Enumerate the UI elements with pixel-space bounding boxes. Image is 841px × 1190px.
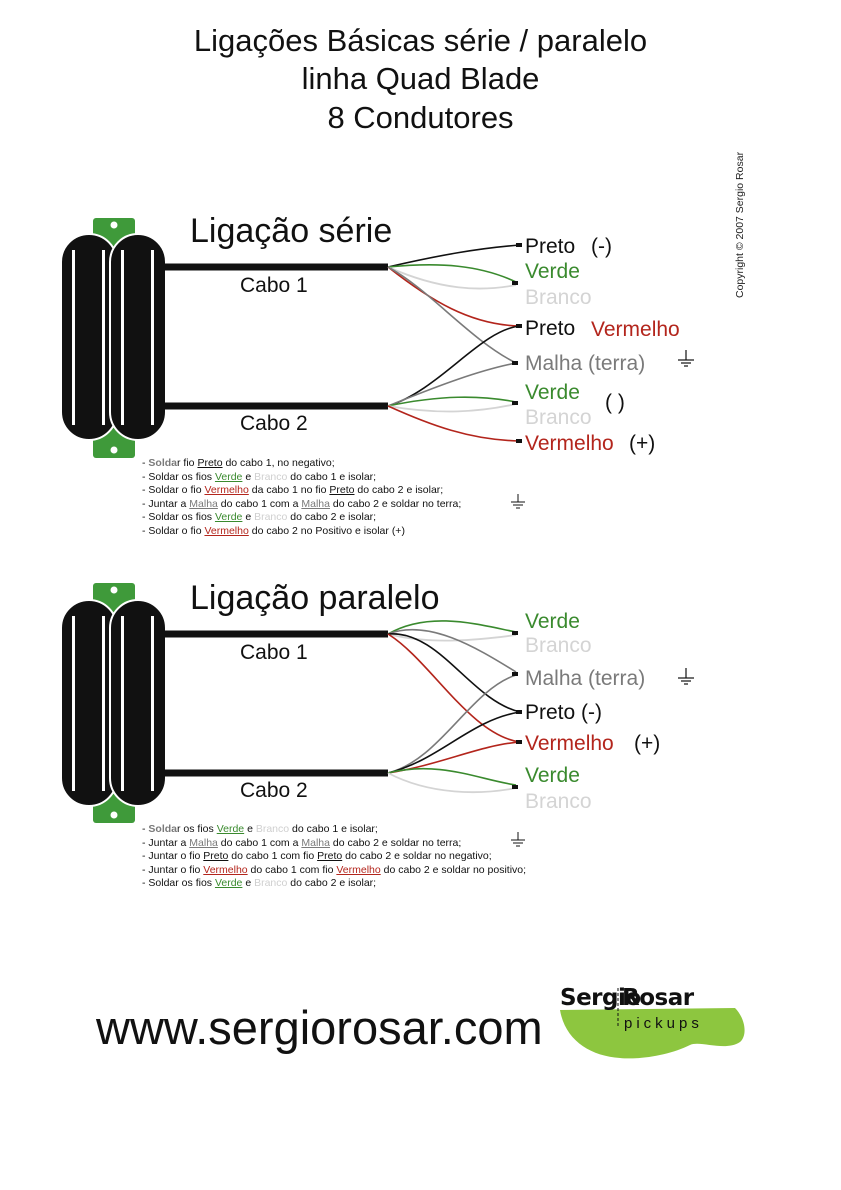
wire-paralelo-c2-branco xyxy=(388,773,516,792)
terminal-paralelo-3 xyxy=(516,710,522,714)
instruction-highlight-vermelho: Vermelho xyxy=(204,484,249,496)
cabo-2-label-paralelo: Cabo 2 xyxy=(240,779,308,802)
instruction-text: do cabo 2 e isolar; xyxy=(354,484,444,496)
ground-icon xyxy=(678,350,694,366)
paralelo-label-vermelho: Vermelho xyxy=(525,732,614,755)
instruction-text: - xyxy=(142,823,149,835)
pickup-serie-screw-bottom xyxy=(111,447,118,454)
instruction-text: do cabo 1 com fio xyxy=(247,863,337,876)
instruction-highlight-malha: Malha xyxy=(189,497,218,510)
section-title-paralelo: Ligação paralelo xyxy=(190,579,440,617)
instruction-text: r fio xyxy=(177,457,198,469)
instruction-text: do cabo 2 no Positivo e isolar (+) xyxy=(248,524,405,537)
serie-label-preto-1: Preto xyxy=(525,235,576,258)
instruction-text: Solda xyxy=(148,823,178,835)
paralelo-label-verde-1: Verde xyxy=(525,610,580,633)
pickup-paralelo-screw-top xyxy=(111,587,118,594)
instruction-text: do cabo 2 e soldar no terra; xyxy=(329,836,462,849)
instruction-text: - xyxy=(142,457,149,469)
instruction-highlight-preto: Preto xyxy=(329,484,355,496)
paralelo-label-positive: (+) xyxy=(634,732,661,755)
instruction-text: - Soldar o fio xyxy=(142,524,205,537)
pickup-serie-coil-right xyxy=(110,234,166,440)
instruction-text: r os fios xyxy=(177,823,217,835)
pickup-paralelo-blade-left xyxy=(72,616,75,791)
instruction-text: do cabo 2 e soldar no negativo; xyxy=(342,850,492,862)
terminal-serie-3 xyxy=(516,324,522,328)
paralelo-label-branco-2: Branco xyxy=(525,790,592,813)
cabo-1-label-serie: Cabo 1 xyxy=(240,274,308,297)
instruction-highlight-verde: Verde xyxy=(214,511,243,523)
instruction-line xyxy=(142,457,602,471)
paralelo-label-branco-1: Branco xyxy=(525,634,592,657)
pickup-paralelo-coil-right xyxy=(110,600,166,806)
instruction-text: - Juntar a xyxy=(142,836,190,849)
terminal-paralelo-2 xyxy=(512,672,518,676)
instruction-highlight-vermelho: Vermelho xyxy=(203,863,248,876)
pickup-paralelo xyxy=(61,583,166,823)
logo-name-first: Sergio xyxy=(560,985,641,1011)
pickup-serie-blade-right xyxy=(121,250,124,425)
instruction-text: - Soldar os fios xyxy=(142,470,215,483)
terminal-serie-1 xyxy=(516,243,522,247)
instruction-text: e xyxy=(242,511,255,523)
instruction-text: - Soldar os fios xyxy=(142,511,215,523)
serie-label-verde-2: Verde xyxy=(525,381,580,404)
instruction-line xyxy=(142,877,602,891)
serie-label-parens: ( ) xyxy=(605,391,625,414)
instruction-highlight-branco: Branco xyxy=(254,877,288,889)
serie-label-vermelho-1: Vermelho xyxy=(591,318,680,341)
terminal-serie-6 xyxy=(516,439,522,443)
terminal-serie-5 xyxy=(512,401,518,405)
instruction-highlight-branco: Branco xyxy=(254,470,288,483)
logo-tagline: pickups xyxy=(624,1015,703,1032)
wire-serie-c1-preto xyxy=(388,245,520,267)
instruction-text: da cabo 1 no fio xyxy=(248,484,330,496)
serie-label-negative: (-) xyxy=(591,235,612,258)
pickup-serie xyxy=(61,218,166,458)
instruction-text: do cabo 2 e soldar no positivo; xyxy=(380,863,527,876)
section-title-serie: Ligação série xyxy=(190,212,393,250)
website-url[interactable]: www.sergiorosar.com xyxy=(96,1001,543,1054)
cabo-2-label-serie: Cabo 2 xyxy=(240,412,308,435)
instruction-text: do cabo 1 e isolar; xyxy=(287,470,377,483)
instruction-highlight-branco: Branco xyxy=(254,511,288,523)
pickup-paralelo-blade-right xyxy=(121,616,124,791)
page-title-line-2: linha Quad Blade xyxy=(301,61,540,96)
terminal-serie-4 xyxy=(512,361,518,365)
serie-label-branco-2: Branco xyxy=(525,406,592,429)
instruction-highlight-preto: Preto xyxy=(317,850,343,862)
instruction-highlight-verde: Verde xyxy=(216,823,245,835)
instruction-line xyxy=(142,511,602,525)
pickup-serie-blade-right-2 xyxy=(151,250,154,425)
serie-label-branco-1: Branco xyxy=(525,286,592,309)
instruction-highlight-malha: Malha xyxy=(301,497,330,510)
instruction-highlight-verde: Verde xyxy=(214,877,243,889)
pickup-paralelo-blade-right-2 xyxy=(151,616,154,791)
instruction-highlight-preto: Preto xyxy=(203,850,229,862)
paralelo-label-malha: Malha (terra) xyxy=(525,667,646,690)
instruction-line xyxy=(142,471,602,485)
serie-label-verde-1: Verde xyxy=(525,260,580,283)
pickup-paralelo-blade-left-2 xyxy=(102,616,105,791)
serie-label-preto-2: Preto xyxy=(525,317,576,340)
copyright-notice: Copyright © 2007 Sergio Rosar xyxy=(734,151,746,298)
wire-serie-c1-branco xyxy=(388,267,516,289)
instruction-line xyxy=(142,498,602,512)
instruction-highlight-malha: Malha xyxy=(301,836,330,849)
instruction-text: do cabo 1, no negativo; xyxy=(222,457,335,469)
wire-serie-c2-branco xyxy=(388,404,516,412)
page-title-line-3: 8 Condutores xyxy=(327,100,514,135)
instructions-serie xyxy=(142,457,602,538)
wire-paralelo-c2-verde xyxy=(388,769,516,785)
serie-label-vermelho-2: Vermelho xyxy=(525,432,614,455)
instruction-text: do cabo 1 com a xyxy=(217,836,302,849)
terminal-paralelo-5 xyxy=(512,785,518,789)
terminal-paralelo-1 xyxy=(512,631,518,635)
pickup-serie-blade-left-2 xyxy=(102,250,105,425)
page-title-line-1: Ligações Básicas série / paralelo xyxy=(193,23,648,58)
instruction-highlight-branco: Branco xyxy=(255,823,290,835)
instruction-text: - Juntar a xyxy=(142,497,190,510)
instruction-line xyxy=(142,525,602,539)
paralelo-label-preto: Preto (-) xyxy=(525,701,603,724)
instruction-text: - Soldar o fio xyxy=(142,484,205,496)
instructions-paralelo xyxy=(142,823,602,891)
instruction-text: do cabo 2 e soldar no terra; xyxy=(329,497,462,510)
wire-paralelo-c1-preto xyxy=(388,634,520,712)
wire-paralelo-c2-preto xyxy=(388,712,520,773)
instruction-highlight-vermelho: Vermelho xyxy=(336,863,381,876)
instruction-line xyxy=(142,484,602,498)
instruction-line xyxy=(142,823,602,837)
paralelo-label-verde-2: Verde xyxy=(525,764,580,787)
instruction-text: e xyxy=(242,877,255,889)
pickup-serie-coil-left xyxy=(61,234,117,440)
instruction-highlight-malha: Malha xyxy=(189,836,218,849)
instruction-line xyxy=(142,850,602,864)
pickup-serie-screw-top xyxy=(111,222,118,229)
terminal-paralelo-4 xyxy=(516,740,522,744)
instruction-line xyxy=(142,864,602,878)
logo-name-last: Rosar xyxy=(622,985,694,1011)
instruction-text: do cabo 1 com fio xyxy=(228,850,318,862)
instruction-text: e xyxy=(242,470,255,483)
wire-paralelo-c2-vermelho xyxy=(388,742,520,773)
instruction-text: do cabo 1 e isolar; xyxy=(289,823,378,835)
instruction-text: do cabo 1 com a xyxy=(217,497,302,510)
serie-label-malha: Malha (terra) xyxy=(525,352,646,375)
ground-icon xyxy=(678,668,694,684)
instruction-highlight-vermelho: Vermelho xyxy=(204,524,249,537)
instruction-highlight-preto: Preto xyxy=(197,457,223,469)
instruction-text: - Juntar o fio xyxy=(142,863,204,876)
pickup-serie-blade-left xyxy=(72,250,75,425)
pickup-paralelo-screw-bottom xyxy=(111,812,118,819)
cabo-1-label-paralelo: Cabo 1 xyxy=(240,641,308,664)
instruction-highlight-verde: Verde xyxy=(214,470,243,483)
terminal-serie-2 xyxy=(512,281,518,285)
wire-paralelo-c1-verde xyxy=(388,621,516,634)
instruction-text: do cabo 2 e isolar; xyxy=(287,511,377,523)
instruction-line xyxy=(142,837,602,851)
instruction-text: - Soldar os fios xyxy=(142,877,215,889)
serie-label-positive: (+) xyxy=(629,432,656,455)
instruction-text: e xyxy=(244,823,256,835)
pickup-paralelo-coil-left xyxy=(61,600,117,806)
instruction-text: Solda xyxy=(148,457,178,469)
instruction-text: - Juntar o fio xyxy=(142,850,204,862)
instruction-text: do cabo 2 e isolar; xyxy=(287,877,377,889)
